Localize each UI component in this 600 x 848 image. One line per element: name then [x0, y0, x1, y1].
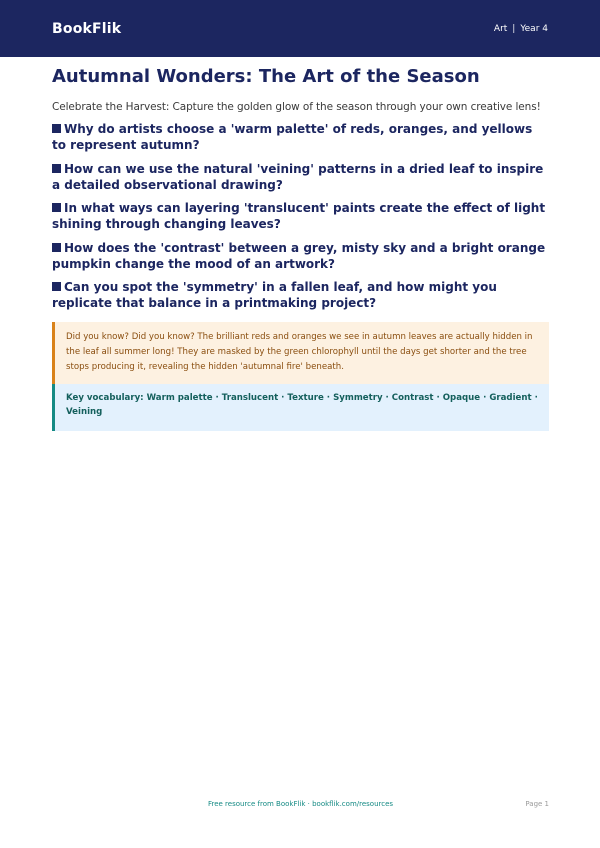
meta-separator: | — [512, 23, 516, 34]
subject-label: Art — [493, 23, 508, 34]
question-item — [52, 240, 549, 272]
brand-logo[interactable]: BookFlik — [52, 20, 122, 37]
key-vocabulary-box: Key vocabulary: Warm palette · Translucent · Texture · Symmetry · Contrast · Opaque · Gradient · Veining — [52, 384, 549, 431]
question-text: In what ways can layering 'translucent' paints create the effect of light shining through changing leaves? — [52, 201, 546, 231]
question-item — [52, 161, 549, 193]
question-item — [52, 121, 549, 153]
question-item — [52, 200, 549, 232]
question-list — [52, 121, 549, 311]
did-you-know-box: Did you know? Did you know? The brilliant reds and oranges we see in autumn leaves are actually hidden in the leaf all summer long! They are masked by the green chlorophyll until the days get shorter and the tree stops producing it, revealing the hidden 'autumnal fire' beneath. — [52, 322, 549, 384]
question-text: How can we use the natural 'veining' patterns in a dried leaf to inspire a detailed observational drawing? — [52, 161, 544, 192]
square-bullet-icon — [52, 282, 61, 291]
page-number: Page 1 — [525, 800, 549, 808]
question-text: Can you spot the 'symmetry' in a fallen leaf, and how might you replicate that balance in a printmaking project? — [52, 280, 497, 310]
year-label: Year 4 — [520, 23, 548, 34]
page-meta — [494, 24, 548, 34]
info-callout — [52, 322, 549, 431]
question-text: How does the 'contrast' between a grey, misty sky and a bright orange pumpkin change the mood of an artwork? — [52, 240, 546, 271]
page-title: Autumnal Wonders: The Art of the Season — [52, 66, 480, 87]
square-bullet-icon — [52, 164, 61, 173]
page-subtitle: Celebrate the Harvest: Capture the golden glow of the season through your own creative lens! — [52, 101, 541, 113]
page-footer — [52, 800, 549, 814]
square-bullet-icon — [52, 203, 61, 212]
footer-resource-link[interactable]: Free resource from BookFlik · bookflik.com/resources — [207, 800, 394, 808]
square-bullet-icon — [52, 124, 61, 133]
main-content — [52, 64, 549, 431]
question-item — [52, 279, 549, 311]
square-bullet-icon — [52, 243, 61, 252]
question-text: Why do artists choose a 'warm palette' of reds, oranges, and yellows to represent autumn? — [52, 122, 533, 152]
top-bar — [0, 0, 600, 57]
